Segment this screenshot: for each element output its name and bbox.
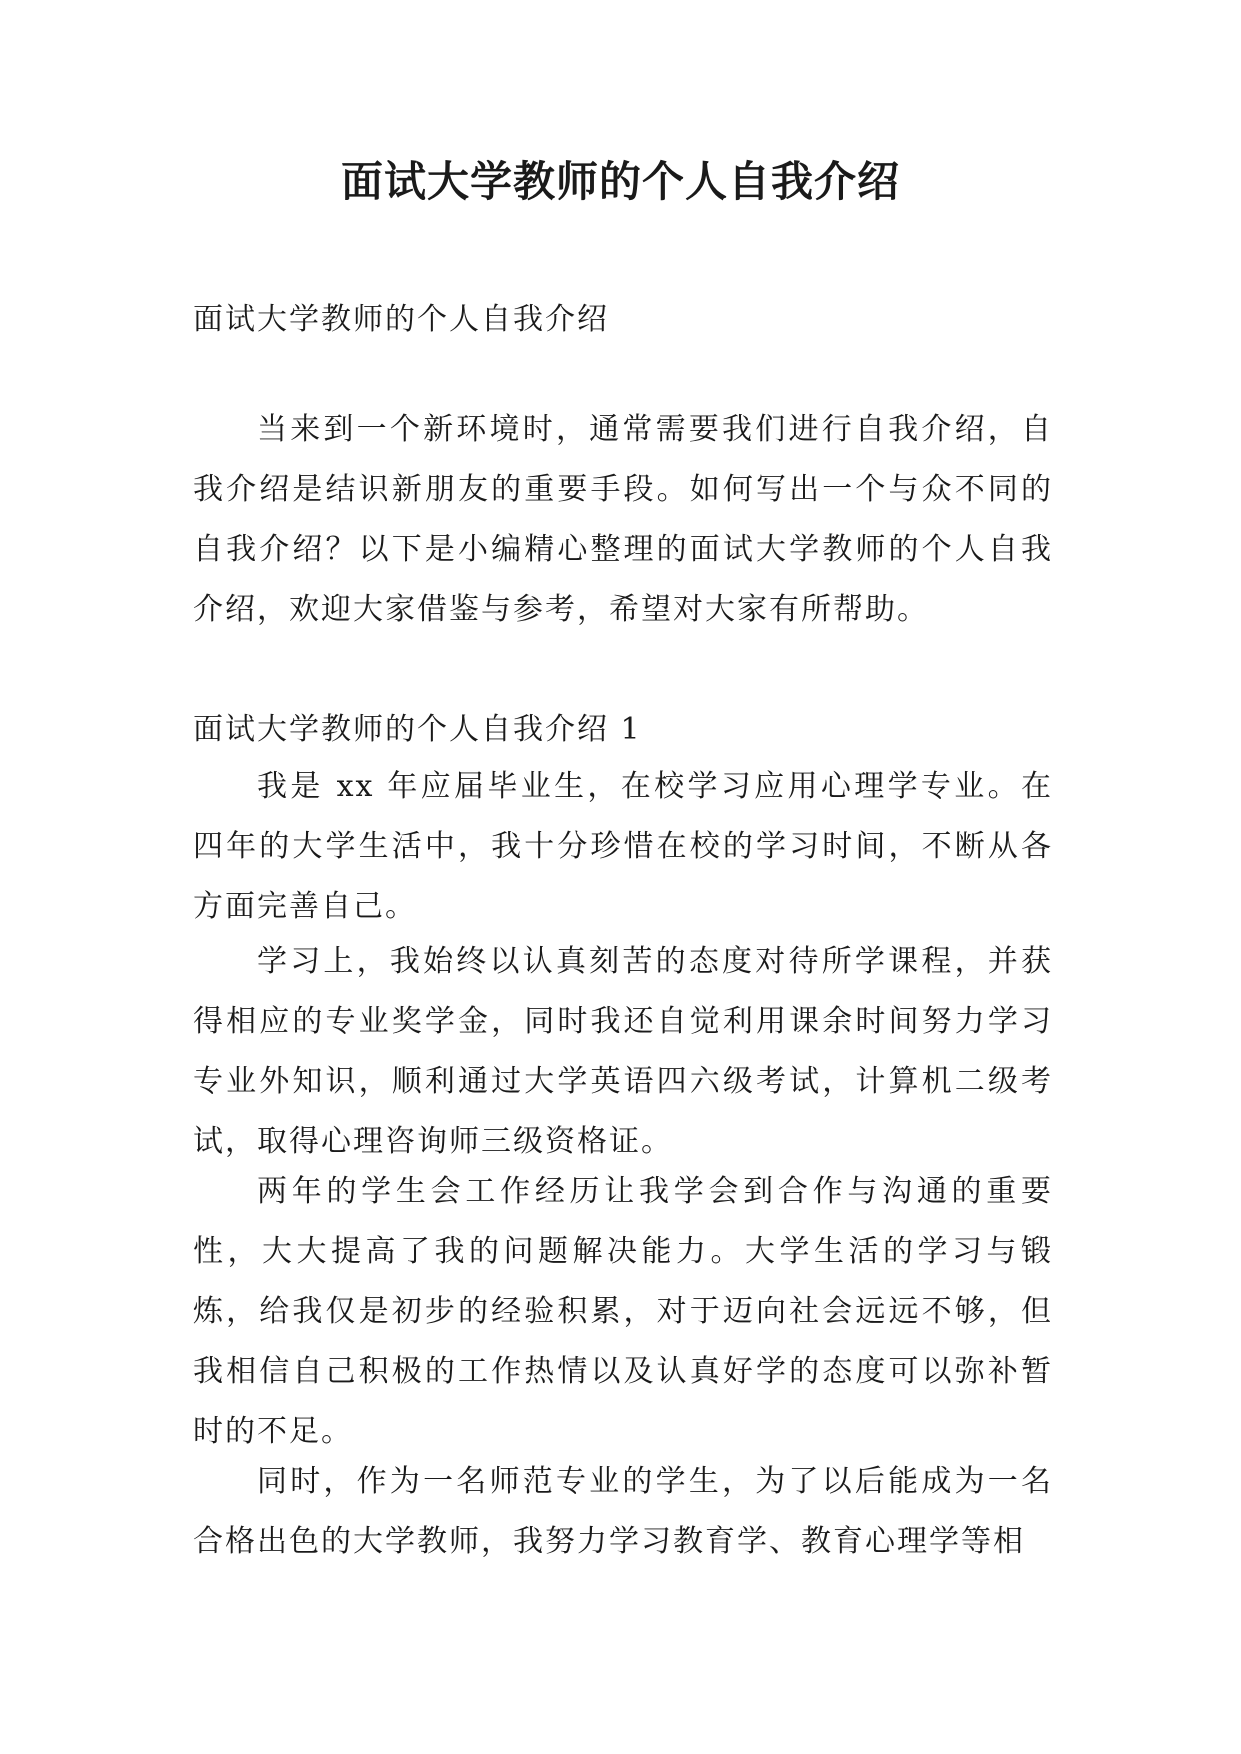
document-subtitle: 面试大学教师的个人自我介绍 <box>193 302 609 337</box>
body-paragraph: 学习上，我始终以认真刻苦的态度对待所学课程，并获得相应的专业奖学金，同时我还自觉利用课余时间努力学习专业外知识，顺利通过大学英语四六级考试，计算机二级考试，取得心理咨询师三级资格证。 <box>193 944 1053 1159</box>
document-title: 面试大学教师的个人自我介绍 <box>340 157 900 206</box>
body-paragraph: 两年的学生会工作经历让我学会到合作与沟通的重要性，大大提高了我的问题解决能力。大学生活的学习与锻炼，给我仅是初步的经验积累，对于迈向社会远远不够，但我相信自己积极的工作热情以及认真好学的态度可以弥补暂时的不足。 <box>193 1174 1053 1449</box>
section-heading: 面试大学教师的个人自我介绍 1 <box>193 712 642 747</box>
intro-paragraph: 当来到一个新环境时，通常需要我们进行自我介绍，自我介绍是结识新朋友的重要手段。如何写出一个与众不同的自我介绍？以下是小编精心整理的面试大学教师的个人自我介绍，欢迎大家借鉴与参考，希望对大家有所帮助。 <box>193 412 1053 627</box>
body-paragraph: 同时，作为一名师范专业的学生，为了以后能成为一名合格出色的大学教师，我努力学习教育学、教育心理学等相 <box>193 1464 1053 1559</box>
body-paragraph: 我是 xx 年应届毕业生，在校学习应用心理学专业。在四年的大学生活中，我十分珍惜在校的学习时间，不断从各方面完善自己。 <box>193 769 1053 924</box>
